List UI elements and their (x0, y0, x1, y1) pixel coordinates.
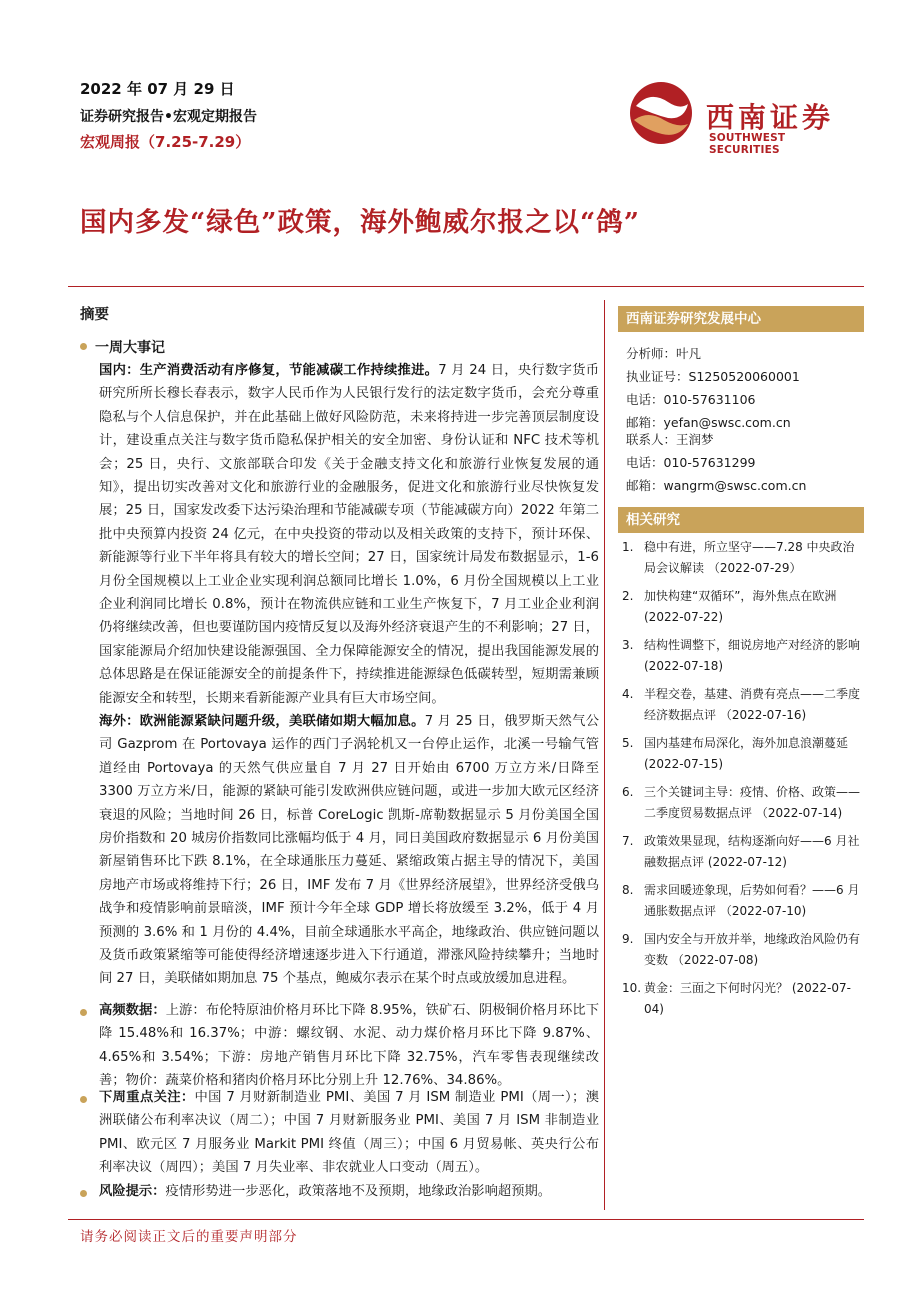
header-divider (68, 286, 864, 287)
risk-section (80, 1180, 599, 1203)
overseas-body: 7 月 25 日，俄罗斯天然气公司 Gazprom 在 Portovaya 运作的西门子涡轮机又一台停止运作，北溪一号输气管道经由 Portovaya 的天然气供应量自 7 月 27 日开始由 6700 万立方米/日降至 3300 万立方米/日，能源的紧缺可能引发欧洲供应链问题，或进一步加大欧元区经济衰退的风险；当地时间 26 日，标普 CoreLogic 凯斯-席勒数据显示 5 月份美国全国房价指数和 20 城房价指数同比涨幅均低于 4 月，同日美国政府数据显示 6 月份美国新屋销售环比下跌 8.1%，在全球通胀压力蔓延、紧缩政策占据主导的情况下，美国房地产市场或将维持下行；26 日，IMF 发布 7 月《世界经济展望》，世界经济受俄乌战争和疫情影响前景暗淡，IMF 预计今年全球 GDP 增长将放缓至 3.2%，低于 4 月预测的 3.6% 和 1 月份的 4.4%，目前全球通胀水平高企，地缘政治、供应链问题以及货币政策紧缩等可能使得经济增速逐步进入下行通道，滞涨风险持续攀升；当地时间 27 日，美联储如期加息 75 个基点，鲍威尔表示在某个时点或放缓加息进程。 (99, 714, 599, 987)
contact-email[interactable]: 邮箱：wangrm@swsc.com.cn (626, 478, 807, 493)
next-week-section (80, 1086, 599, 1180)
logo-name-cn: 西南证券 (706, 101, 835, 134)
contact-name: 联系人：王润梦 (626, 432, 714, 447)
page-title: 国内多发“绿色”政策，海外鲍威尔报之以“鸽” (80, 207, 640, 238)
bullet-icon (80, 1009, 87, 1016)
risk-label: 风险提示： (99, 1184, 166, 1199)
contact-person (626, 428, 864, 497)
research-center-heading: 西南证券研究发展中心 (618, 306, 864, 332)
domestic-paragraph (99, 359, 599, 710)
hf-body: 上游：布伦特原油价格月环比下降 8.95%，铁矿石、阴极铜价格月环比下降 15.48%和 16.37%；中游：螺纹钢、水泥、动力煤价格月环比下降 9.87%、4.65%和 3.54%；下游：房地产销售月环比下降 32.75%，汽车零售表现继续改善；物价：蔬菜价格和猪肉价格月环比分别上升 12.76%、34.86%。 (99, 1003, 600, 1089)
bullet-icon (80, 1096, 87, 1103)
next-body: 中国 7 月财新制造业 PMI、美国 7 月 ISM 制造业 PMI（周一）；澳洲联储公布利率决议（周二）；中国 7 月财新服务业 PMI、美国 7 月 ISM 非制造业 PMI、欧元区 7 月服务业 Markit PMI 终值（周三）；中国 6 月贸易帐、英央行公布利率决议（周四）；美国 7 月失业率、非农就业人口变动（周五）。 (99, 1090, 599, 1176)
overseas-paragraph (99, 710, 599, 991)
logo-name-en: SOUTHWEST SECURITIES (709, 132, 786, 156)
analyst-cert: 执业证号：S1250520060001 (626, 369, 800, 384)
report-type: 证券研究报告•宏观定期报告 (80, 109, 257, 125)
list-item[interactable]: 4. 半程交卷，基建、消费有亮点——二季度经济数据点评 （2022-07-16) (622, 687, 861, 722)
risk-body: 疫情形势进一步恶化，政策落地不及预期，地缘政治影响超预期。 (165, 1184, 552, 1199)
list-item[interactable]: 3. 结构性调整下，细说房地产对经济的影响 (2022-07-18) (622, 638, 861, 673)
list-item[interactable]: 8. 需求回暖迹象现，后势如何看？——6 月通胀数据点评 （2022-07-10) (622, 883, 860, 918)
list-item[interactable]: 1. 稳中有进，所立坚守——7.28 中央政治局会议解读 （2022-07-29） (622, 540, 855, 575)
list-item[interactable]: 6. 三个关键词主导：疫情、价格、政策——二季度贸易数据点评 （2022-07-14) (622, 785, 861, 820)
list-item[interactable]: 5. 国内基建布局深化，海外加息浪潮蔓延 (2022-07-15) (622, 736, 849, 771)
column-divider (604, 300, 605, 1210)
list-item[interactable]: 7. 政策效果显现，结构逐渐向好——6 月社融数据点评 (2022-07-12) (622, 834, 860, 869)
high-frequency-section (80, 999, 599, 1093)
contact-phone: 电话：010-57631299 (626, 455, 756, 470)
hf-label: 高频数据： (99, 1003, 166, 1018)
company-logo (626, 78, 856, 156)
domestic-body: 7 月 24 日，央行数字货币研究所所长穆长春表示，数字人民币作为人民银行发行的法定数字货币，会充分尊重隐私与个人信息保护，并在此基础上做好风险防范，未来将持进一步完善顶层制度设计，建设重点关注与数字货币隐私保护相关的安全加密、身份认证和 NFC 技术等机会；25 日，央行、文旅部联合印发《关于金融支持文化和旅游行业恢复发展的通知》，提出切实改善对文化和旅游行业的金融服务，促进文化和旅游行业尽快恢复发展；25 日，国家发改委下达污染治理和节能减碳专项（节能减碳方向）2022 年第二批中央预算内投资 24 亿元，在中央投资的带动以及相关政策的支持下，预计环保、新能源等行业下半年将具有较大的增长空间；27 日，国家统计局发布数据显示，1-6 月份全国规模以上工业企业实现利润总额同比增长 1.0%，6 月份全国规模以上工业企业利润同比增长 0.8%，预计在物流供应链和工业生产恢复下，7 月工业企业利润仍将继续改善，但也要谨防国内疫情反复以及海外经济衰退产生的不利影响；27 日，国家能源局介绍加快建设能源强国、全力保障能源安全的情况，提出我国能源发展的总体思路是在保证能源安全的前提条件下，持续推进能源绿色低碳转型，短期需兼顾能源安全和转型，长期来看新能源产业具有巨大市场空间。 (99, 363, 600, 706)
related-research-list (622, 537, 864, 1027)
overseas-lead: 海外：欧洲能源紧缺问题升级，美联储如期大幅加息。 (99, 714, 425, 729)
report-date: 2022 年 07 月 29 日 (80, 80, 235, 98)
bullet-icon (80, 1190, 87, 1197)
related-research-heading: 相关研究 (618, 507, 864, 533)
next-label: 下周重点关注： (99, 1090, 195, 1105)
report-subtitle: 宏观周报（7.25-7.29） (80, 133, 251, 151)
domestic-lead: 国内：生产消费活动有序修复，节能减碳工作持续推进。 (99, 363, 439, 378)
weekly-events-label: 一周大事记 (95, 340, 165, 356)
analyst-name: 分析师：叶凡 (626, 346, 702, 361)
analyst-email[interactable]: 邮箱：yefan@swsc.com.cn (626, 415, 791, 430)
list-item[interactable]: 2. 加快构建“双循环”，海外焦点在欧洲 (2022-07-22) (622, 589, 837, 624)
analyst-phone: 电话：010-57631106 (626, 392, 756, 407)
analyst-contact (626, 342, 864, 434)
footer-disclaimer: 请务必阅读正文后的重要声明部分 (80, 1229, 298, 1245)
logo-emblem-icon (628, 80, 694, 146)
footer-divider (68, 1219, 864, 1220)
bullet-icon (80, 343, 87, 350)
list-item[interactable]: 9. 国内安全与开放并举，地缘政治风险仍有变数 （2022-07-08) (622, 932, 861, 967)
abstract-heading: 摘要 (80, 307, 109, 323)
list-item[interactable]: 10. 黄金：三面之下何时闪光？ (2022-07-04) (622, 981, 851, 1016)
weekly-events-heading (80, 337, 165, 357)
